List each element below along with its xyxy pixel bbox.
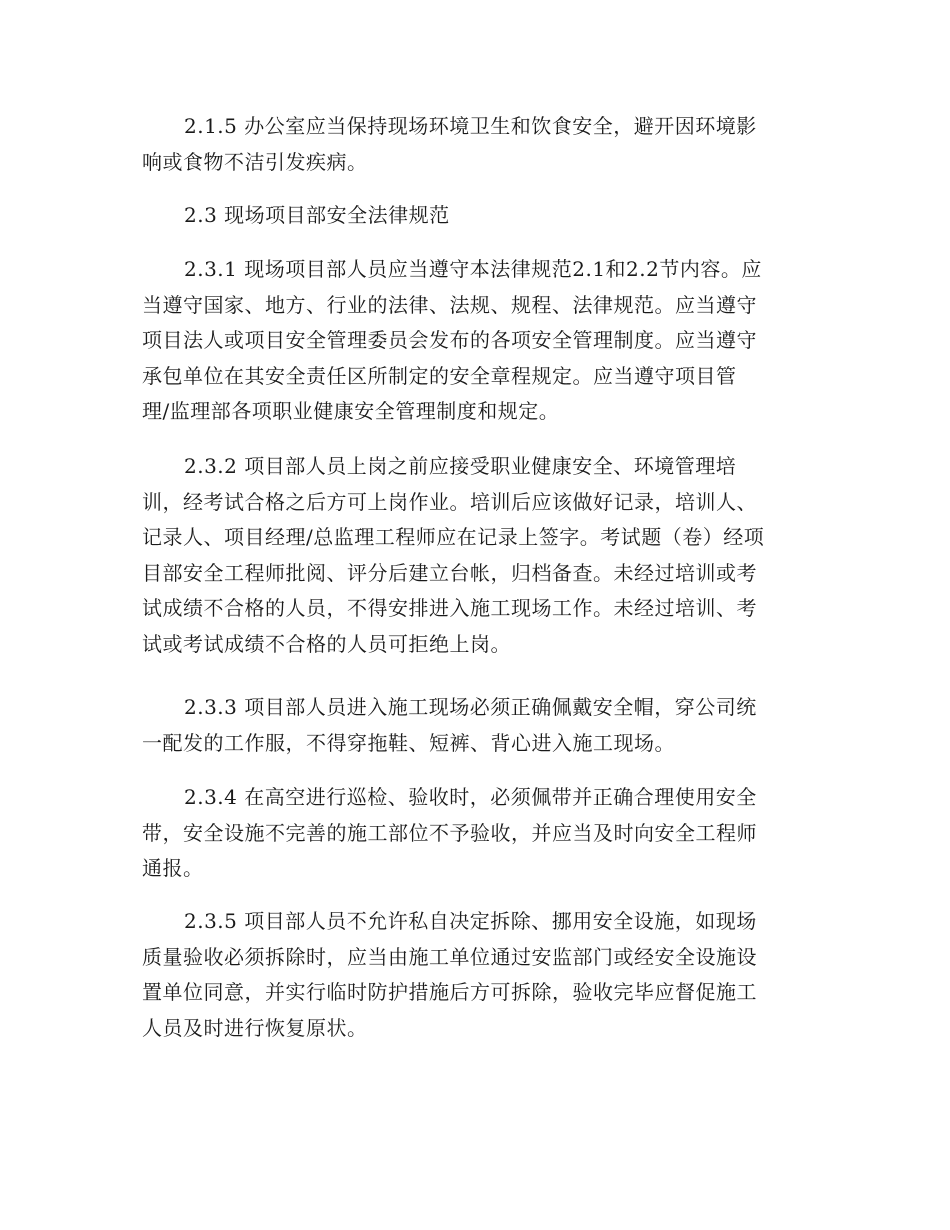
- paragraph-line: 2.3.4 在高空进行巡检、验收时，必须佩带并正确合理使用安全: [184, 785, 757, 809]
- paragraph-2-3-2: [142, 449, 807, 662]
- paragraph-line: 2.3.3 项目部人员进入施工现场必须正确佩戴安全帽，穿公司统: [184, 695, 757, 719]
- paragraph-line: 目部安全工程师批阅、评分后建立台帐，归档备查。未经过培训或考: [142, 560, 757, 585]
- paragraph-line: 响或食物不洁引发疾病。: [142, 149, 368, 174]
- paragraph-line: 2.3.5 项目部人员不允许私自决定拆除、挪用安全设施，如现场: [184, 909, 757, 933]
- paragraph-line: 通报。: [142, 856, 204, 880]
- paragraph-2-3-5: [142, 904, 807, 1046]
- paragraph-line: 带，安全设施不完善的施工部位不予验收，并应当及时向安全工程师: [142, 820, 757, 845]
- paragraph-line: 质量验收必须拆除时，应当由施工单位通过安监部门或经安全设施设: [142, 944, 757, 969]
- paragraph-2-1-5: [142, 109, 807, 180]
- paragraph-line: 项目法人或项目安全管理委员会发布的各项安全管理制度。应当遵守: [142, 328, 757, 352]
- paragraph-line: 试或考试成绩不合格的人员可拒绝上岗。: [142, 631, 511, 656]
- paragraph-line: 一配发的工作服，不得穿拖鞋、短裤、背心进入施工现场。: [142, 730, 675, 755]
- section-heading-2-3: [142, 198, 807, 234]
- paragraph-line: 承包单位在其安全责任区所制定的安全章程规定。应当遵守项目管: [142, 363, 737, 388]
- paragraph-2-3-3: [142, 690, 807, 761]
- paragraph-line: 记录人、项目经理/总监理工程师应在记录上签字。考试题（卷）经项: [142, 525, 765, 549]
- paragraph-line: 训，经考试合格之后方可上岗作业。培训后应该做好记录，培训人、: [142, 489, 757, 514]
- section-heading-text: 2.3 现场项目部安全法律规范: [184, 203, 450, 227]
- paragraph-line: 2.3.2 项目部人员上岗之前应接受职业健康安全、环境管理培: [184, 454, 737, 478]
- paragraph-line: 2.1.5 办公室应当保持现场环境卫生和饮食安全，避开因环境影: [184, 114, 757, 138]
- paragraph-2-3-1: [142, 252, 807, 430]
- paragraph-2-3-4: [142, 780, 807, 887]
- paragraph-line: 当遵守国家、地方、行业的法律、法规、规程、法律规范。应当遵守: [142, 292, 757, 317]
- paragraph-line: 2.3.1 现场项目部人员应当遵守本法律规范2.1和2.2节内容。应: [184, 257, 762, 281]
- paragraph-line: 人员及时进行恢复原状。: [142, 1015, 368, 1040]
- paragraph-line: 试成绩不合格的人员，不得安排进入施工现场工作。未经过培训、考: [142, 596, 757, 620]
- paragraph-line: 理/监理部各项职业健康安全管理制度和规定。: [142, 399, 560, 423]
- paragraph-line: 置单位同意，并实行临时防护措施后方可拆除，验收完毕应督促施工: [142, 980, 757, 1004]
